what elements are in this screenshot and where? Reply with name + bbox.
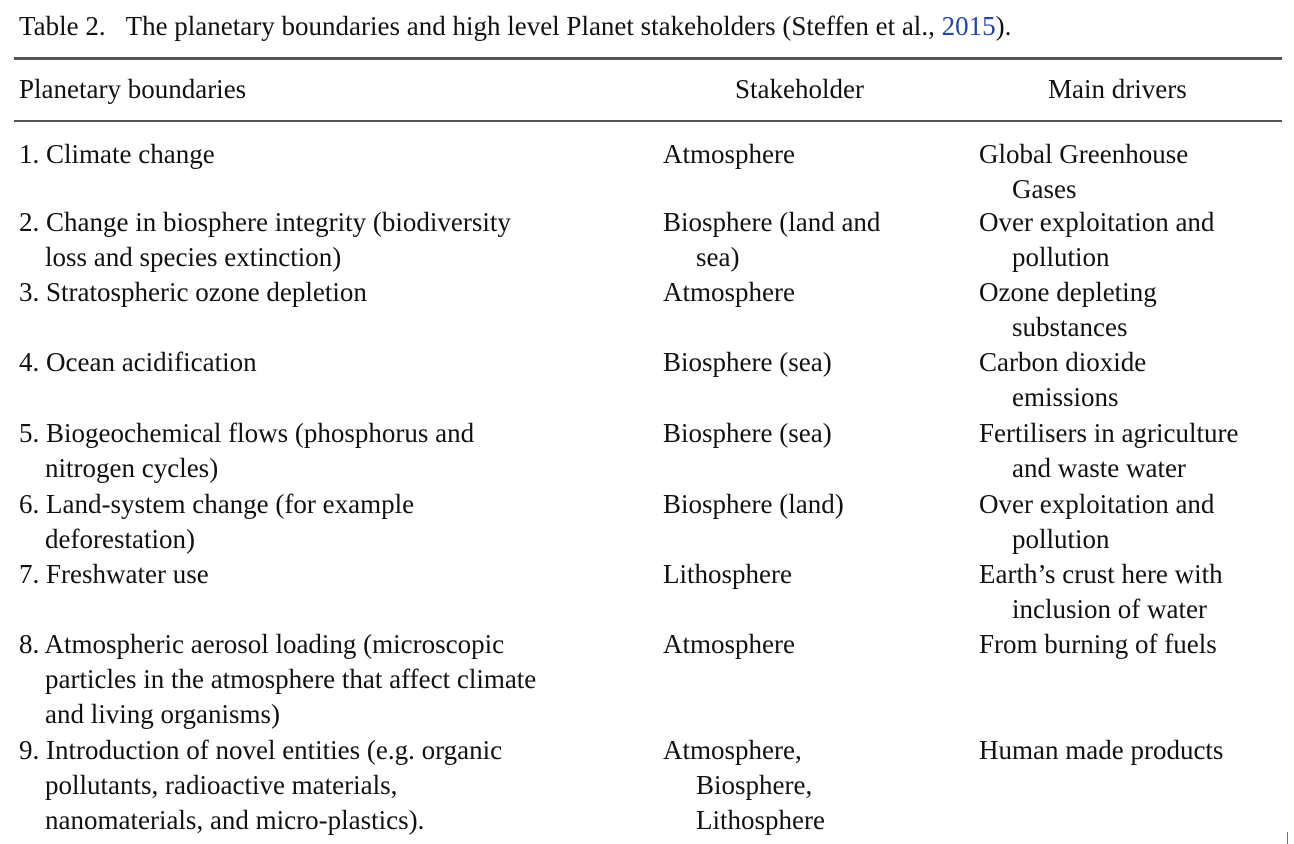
header-main-drivers: Main drivers [1048,74,1187,104]
cell-line: Carbon dioxide [979,347,1147,377]
cell-line: Biosphere (land) [663,489,844,519]
cell-line: Biosphere, [696,770,813,800]
stakeholder-cell [663,205,953,275]
boundary-cell [19,416,639,486]
cell-line: From burning of fuels [979,629,1217,659]
boundary-cell [19,345,639,380]
cell-line: nitrogen cycles) [45,453,219,483]
drivers-cell [979,733,1289,768]
drivers-cell [979,205,1289,275]
drivers-cell [979,627,1289,662]
drivers-cell [979,275,1289,345]
cell-line: Biosphere (land and [663,207,881,237]
cell-line: Ozone depleting [979,277,1157,307]
cell-line: Earth’s crust here with [979,559,1223,589]
boundary-cell [19,487,639,557]
boundary-cell [19,137,639,172]
boundary-cell [19,733,639,838]
page-edge-mark [1287,832,1294,844]
cell-line: Atmosphere [663,629,795,659]
cell-line: Fertilisers in agriculture [979,418,1239,448]
boundary-cell [19,627,639,732]
cell-line: 7. Freshwater use [19,559,209,589]
stakeholder-cell [663,627,953,662]
drivers-cell [979,137,1289,207]
stakeholder-cell [663,487,953,522]
stakeholder-cell [663,137,953,172]
cell-line: Global Greenhouse [979,139,1189,169]
cell-line: Atmosphere [663,277,795,307]
cell-line: Over exploitation and [979,489,1215,519]
cell-line: 4. Ocean acidification [19,347,257,377]
cell-line: deforestation) [45,524,195,554]
cell-line: 2. Change in biosphere integrity (biodiversity [19,207,511,237]
cell-line: 6. Land-system change (for example [19,489,415,519]
cell-line: substances [1012,312,1128,342]
cell-line: and waste water [1012,453,1186,483]
cell-line: pollution [1012,242,1110,272]
cell-line: nanomaterials, and micro-plastics). [45,805,425,835]
cell-line: Lithosphere [696,805,825,835]
stakeholder-cell [663,557,953,592]
table-header-rule [14,120,1282,122]
cell-line: emissions [1012,382,1119,412]
cell-line: pollutants, radioactive materials, [45,770,398,800]
cell-line: inclusion of water [1012,594,1207,624]
cell-line: 9. Introduction of novel entities (e.g. organic [19,735,503,765]
boundary-cell [19,275,639,310]
cell-line: and living organisms) [45,699,280,729]
caption-text: The planetary boundaries and high level Planet stakeholders (Steffen et al., [125,11,942,41]
cell-line: Lithosphere [663,559,792,589]
cell-line: sea) [696,242,740,272]
stakeholder-cell [663,733,953,838]
drivers-cell [979,557,1289,627]
cell-line: particles in the atmosphere that affect climate [45,664,537,694]
cell-line: Human made products [979,735,1224,765]
drivers-cell [979,345,1289,415]
stakeholder-cell [663,275,953,310]
boundary-cell [19,557,639,592]
citation-year-link[interactable]: 2015 [941,11,996,41]
cell-line: Atmosphere [663,139,795,169]
table-caption [19,8,1011,44]
cell-line: Gases [1012,174,1077,204]
cell-line: 5. Biogeochemical flows (phosphorus and [19,418,475,448]
cell-line: Biosphere (sea) [663,347,832,377]
cell-line: 1. Climate change [19,139,215,169]
stakeholder-cell [663,416,953,451]
caption-tail: ). [995,11,1012,41]
drivers-cell [979,487,1289,557]
stakeholder-cell [663,345,953,380]
table-label: Table 2. [19,11,106,41]
drivers-cell [979,416,1289,486]
cell-line: Atmosphere, [663,735,802,765]
table-top-rule [14,57,1282,60]
cell-line: 3. Stratospheric ozone depletion [19,277,367,307]
cell-line: Over exploitation and [979,207,1215,237]
header-stakeholder: Stakeholder [735,74,864,104]
cell-line: loss and species extinction) [45,242,342,272]
header-planetary-boundaries: Planetary boundaries [19,74,247,104]
cell-line: pollution [1012,524,1110,554]
cell-line: Biosphere (sea) [663,418,832,448]
boundary-cell [19,205,639,275]
cell-line: 8. Atmospheric aerosol loading (microscopic [19,629,505,659]
